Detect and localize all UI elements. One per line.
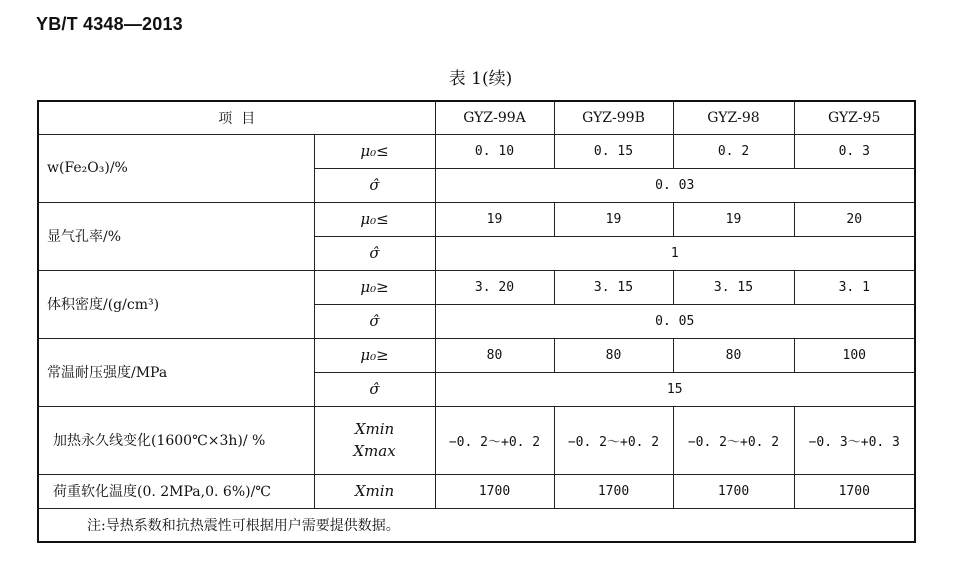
value-cell: 1700 <box>554 474 673 508</box>
shared-value-cell: 1 <box>435 236 915 270</box>
value-cell: 1700 <box>794 474 915 508</box>
shared-value-cell: 0. 05 <box>435 304 915 338</box>
header-row <box>38 101 915 134</box>
symbol-cell: σ̂ <box>314 372 435 406</box>
symbol-max: Xmax <box>353 442 396 460</box>
value-cell: −0. 2～+0. 2 <box>673 406 794 474</box>
value-cell: 19 <box>435 202 554 236</box>
item-label: 体积密度/(g/cm³) <box>38 270 314 338</box>
value-cell: 0. 10 <box>435 134 554 168</box>
note-row <box>38 508 915 542</box>
value-cell: −0. 3～+0. 3 <box>794 406 915 474</box>
table-note: 注:导热系数和抗热震性可根据用户需要提供数据。 <box>38 508 915 542</box>
item-label: 加热永久线变化(1600℃×3h)/ % <box>38 406 314 474</box>
properties-table <box>37 100 916 543</box>
symbol-cell: Xmin <box>314 474 435 508</box>
value-cell: −0. 2～+0. 2 <box>435 406 554 474</box>
item-label: 荷重软化温度(0. 2MPa,0. 6%)/℃ <box>38 474 314 508</box>
value-cell: 19 <box>673 202 794 236</box>
item-label: w(Fe₂O₃)/% <box>38 134 314 202</box>
table-row <box>38 338 915 372</box>
header-item: 项 目 <box>38 101 435 134</box>
value-cell: 19 <box>554 202 673 236</box>
value-cell: 1700 <box>673 474 794 508</box>
symbol-cell <box>314 406 435 474</box>
value-cell: 3. 20 <box>435 270 554 304</box>
value-cell: −0. 2～+0. 2 <box>554 406 673 474</box>
symbol-cell: μ₀≤ <box>314 202 435 236</box>
value-cell: 3. 1 <box>794 270 915 304</box>
symbol-cell: σ̂ <box>314 236 435 270</box>
value-cell: 100 <box>794 338 915 372</box>
symbol-cell: σ̂ <box>314 304 435 338</box>
table-row <box>38 270 915 304</box>
shared-value-cell: 0. 03 <box>435 168 915 202</box>
value-cell: 20 <box>794 202 915 236</box>
value-cell: 1700 <box>435 474 554 508</box>
value-cell: 3. 15 <box>673 270 794 304</box>
table-caption: 表 1(续) <box>448 69 513 89</box>
table-row <box>38 134 915 168</box>
value-cell: 80 <box>435 338 554 372</box>
symbol-cell: μ₀≥ <box>314 270 435 304</box>
value-cell: 0. 3 <box>794 134 915 168</box>
header-grade: GYZ-99B <box>554 101 673 134</box>
symbol-cell: σ̂ <box>314 168 435 202</box>
table-row <box>38 202 915 236</box>
header-grade: GYZ-99A <box>435 101 554 134</box>
value-cell: 0. 2 <box>673 134 794 168</box>
header-grade: GYZ-98 <box>673 101 794 134</box>
symbol-min: Xmin <box>354 420 395 438</box>
value-cell: 80 <box>554 338 673 372</box>
symbol-cell: μ₀≤ <box>314 134 435 168</box>
symbol-cell: μ₀≥ <box>314 338 435 372</box>
table-row <box>38 474 915 508</box>
header-grade: GYZ-95 <box>794 101 915 134</box>
table-row <box>38 406 915 474</box>
item-label: 常温耐压强度/MPa <box>38 338 314 406</box>
value-cell: 0. 15 <box>554 134 673 168</box>
item-label: 显气孔率/% <box>38 202 314 270</box>
shared-value-cell: 15 <box>435 372 915 406</box>
standard-code: YB/T 4348—2013 <box>36 14 183 34</box>
value-cell: 3. 15 <box>554 270 673 304</box>
value-cell: 80 <box>673 338 794 372</box>
